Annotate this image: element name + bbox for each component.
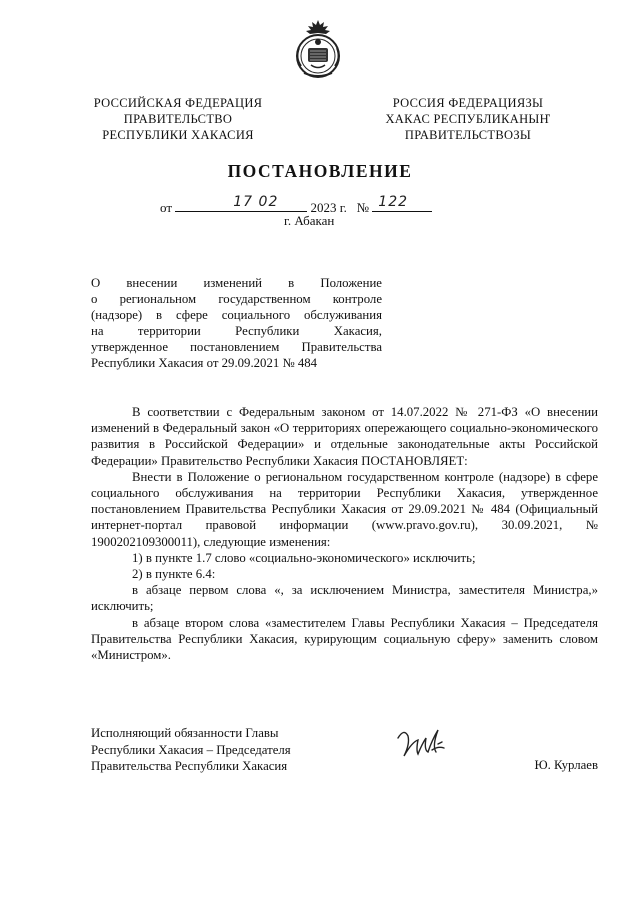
subject-line: О внесении изменений в Положение [91,276,382,290]
header-right-line: ХАКАС РЕСПУБЛИКАНЫҤ [385,112,551,126]
date-blank [175,194,307,212]
subject-line: утвержденное постановлением Правительства [91,340,382,354]
handwritten-signature [394,724,450,764]
header-right-line: РОССИЯ ФЕДЕРАЦИЯЗЫ [392,96,544,110]
document-body [91,404,598,663]
handwritten-date: 17 02 [233,194,279,210]
number-sign: № [356,200,370,215]
body-paragraph: Внести в Положение о региональном государственном контроле (надзоре) в сфере социального обслуживания на территории Республики Хакасия, утвержденное постановлением Правительства Республики Хакасия от 29.09.2021 № 484 (Официальный интернет-портал правовой информации (www.pravo.gov.ru), 30.09.2021, № 1900202109300011), следующие изменения: [91,469,598,549]
body-paragraph: в абзаце втором слова «заместителем Главы Республики Хакасия – Председателя Правительства Республики Хакасия, курирующим социальную сферу» заменить словом «Министром». [91,615,598,663]
header-left-line: РЕСПУБЛИКИ ХАКАСИЯ [102,128,254,142]
signatory-line: Республики Хакасия – Председателя [91,742,291,757]
signatory-line: Правительства Республики Хакасия [91,759,288,773]
subject-line: Республики Хакасия от 29.09.2021 № 484 [91,356,318,370]
signatory-name: Ю. Курлаев [534,758,598,772]
subject-line: (надзоре) в сфере социального обслуживания [91,308,382,322]
city-label: г. Абакан [284,213,335,228]
subject-heading [91,275,382,371]
body-paragraph: 2) в пункте 6.4: [132,567,216,582]
signatory-line: Исполняющий обязанности Главы [91,726,279,740]
header-right-khakas [368,95,568,143]
body-paragraph: в абзаце первом слова «, за исключением Министра, заместителя Министра,» исключить; [91,583,598,614]
header-right-line: ПРАВИТЕЛЬСТВОЗЫ [404,128,532,142]
body-paragraph: 1) в пункте 1.7 слово «социально-экономического» исключить; [132,550,476,565]
year-text: 2023 г. [310,200,347,215]
header-left-line: ПРАВИТЕЛЬСТВО [123,112,233,126]
signatory-title [91,725,291,775]
date-prefix: от [160,200,173,215]
header-left-line: РОССИЙСКАЯ ФЕДЕРАЦИЯ [93,96,263,110]
number-blank [372,194,432,212]
header-left-ru [78,95,278,143]
document-type-title: ПОСТАНОВЛЕНИЕ [227,161,413,181]
subject-line: на территории Республики Хакасия, [91,324,382,338]
subject-line: о региональном государственном контроле [91,292,382,306]
body-paragraph: В соответствии с Федеральным законом от 14.07.2022 № 271-ФЗ «О внесении изменений в Федеральный закон «О территориях опережающего социально-экономического развития в Российской Федерации» и отдельные законодательные акты Российской Федерации» Правительство Республики Хакасия ПОСТАНОВЛЯЕТ: [91,405,598,468]
handwritten-number: 122 [378,194,409,210]
coat-of-arms-emblem [289,18,347,80]
